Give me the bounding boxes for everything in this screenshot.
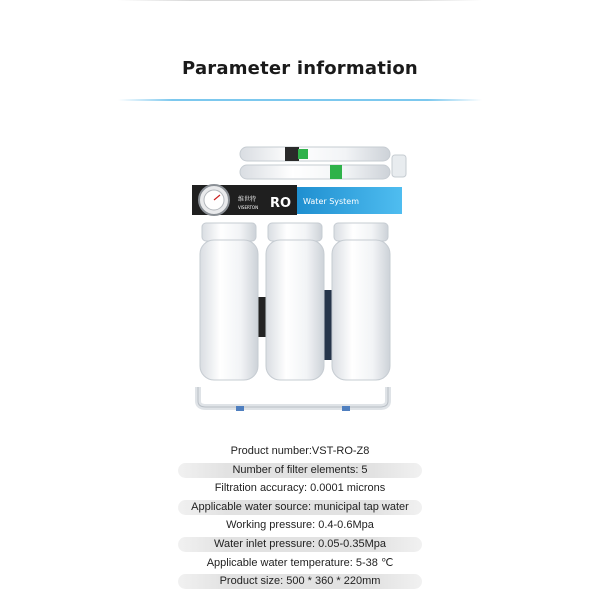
spec-row: Water inlet pressure: 0.05-0.35Mpa — [178, 537, 422, 552]
spec-row: Applicable water temperature: 5-38 ℃ — [206, 556, 394, 569]
spec-row: Working pressure: 0.4-0.6Mpa — [226, 519, 374, 532]
ro-water-system-image — [170, 125, 430, 425]
page-title: Parameter information — [182, 58, 418, 79]
pre-filter-housings — [200, 223, 390, 380]
spec-row: Number of filter elements: 5 — [178, 463, 422, 478]
brand-en-label: VISERTON — [238, 205, 259, 210]
spec-row: Filtration accuracy: 0.0001 microns — [214, 482, 386, 495]
banner-label: Water System — [303, 197, 360, 206]
title-underline — [118, 99, 482, 101]
control-panel — [192, 185, 402, 215]
model-label: RO — [270, 196, 292, 211]
brand-cn-label: 维世特 — [238, 196, 257, 203]
top-divider — [118, 0, 482, 1]
spec-row: Product number:VST-RO-Z8 — [230, 445, 370, 457]
spec-row: Applicable water source: municipal tap water — [178, 500, 422, 515]
membrane-housings — [240, 147, 406, 179]
base-frame — [198, 387, 388, 411]
spec-row: Product size: 500 * 360 * 220mm — [178, 574, 422, 589]
